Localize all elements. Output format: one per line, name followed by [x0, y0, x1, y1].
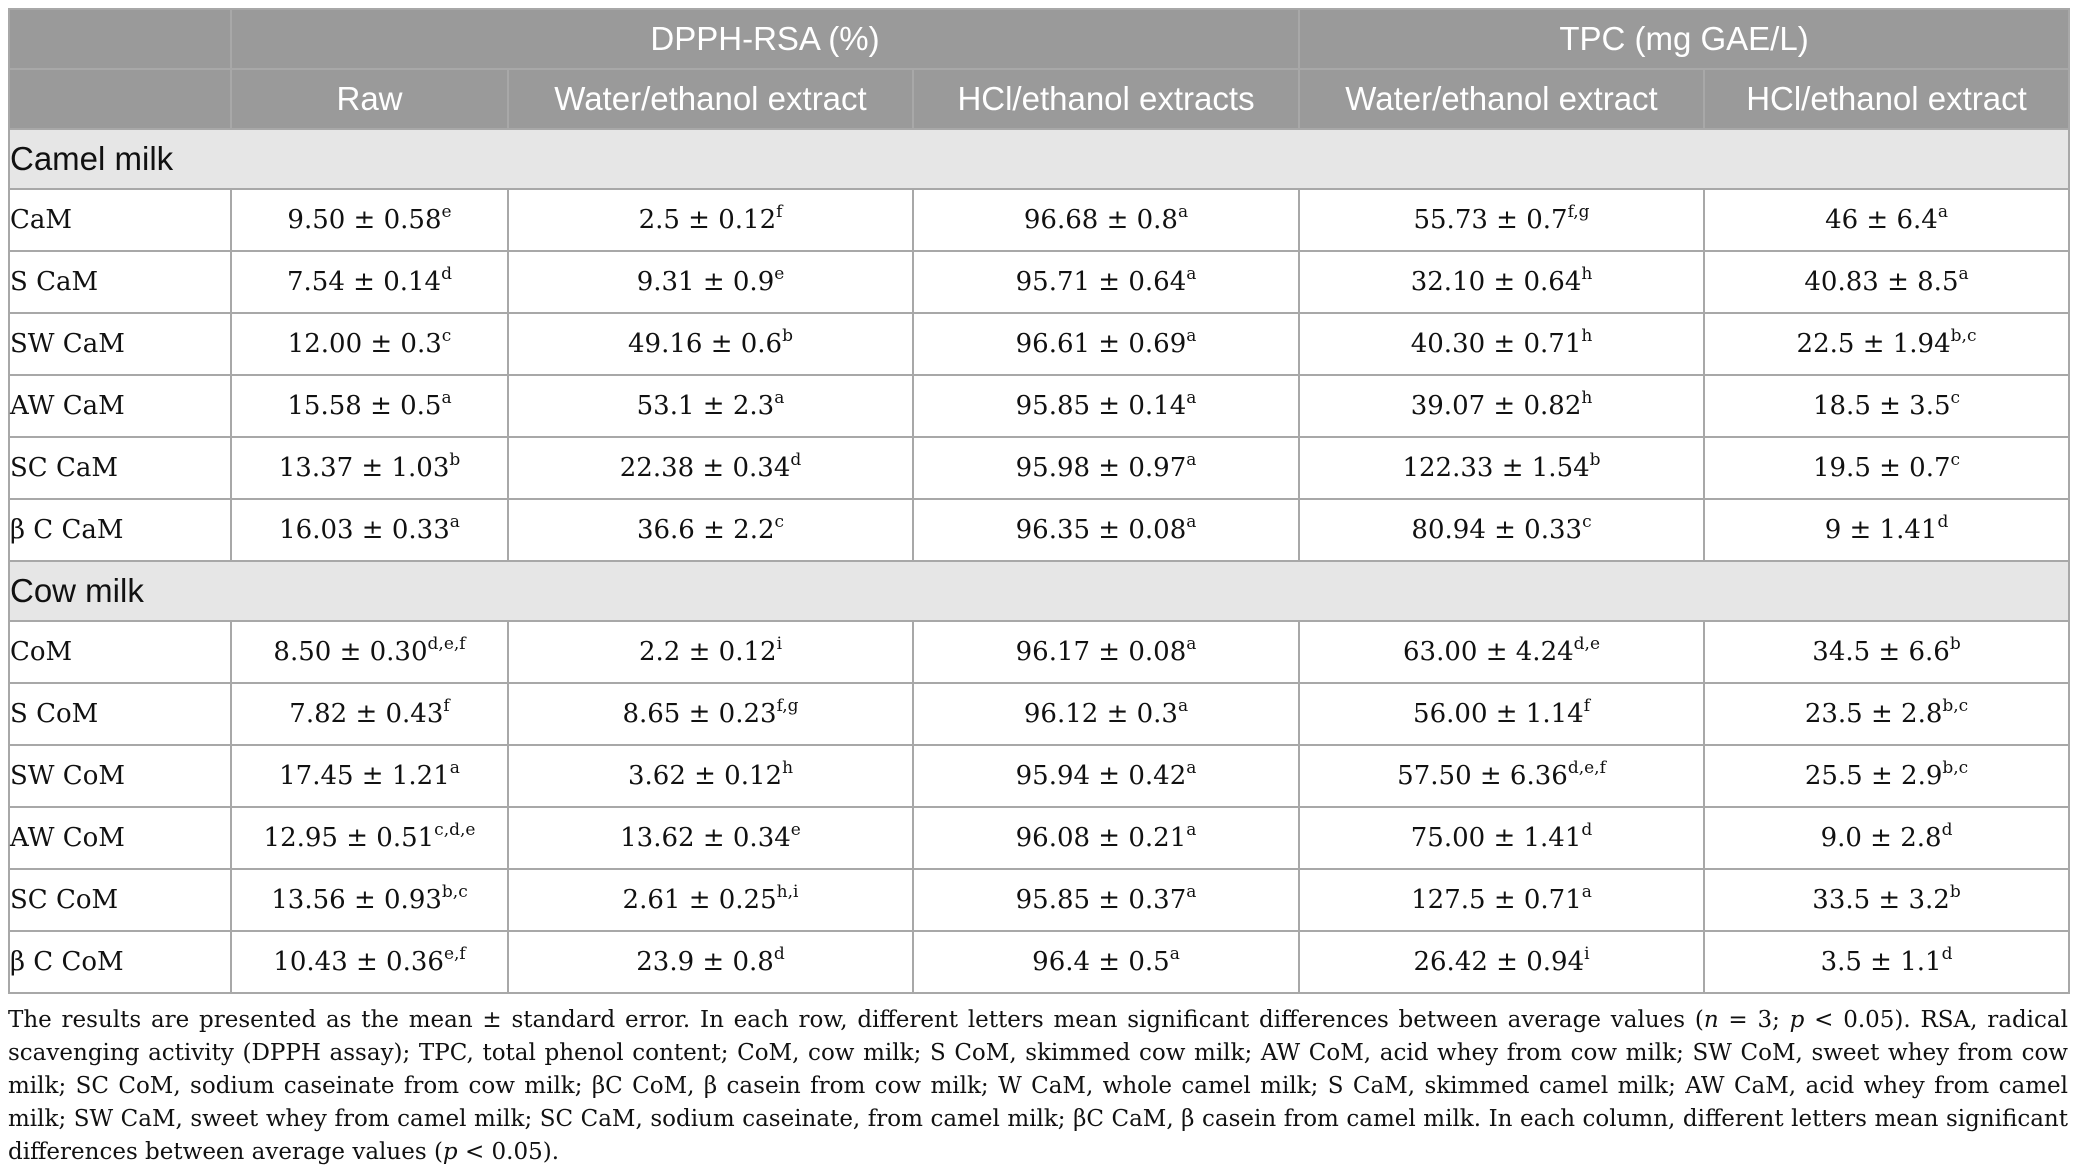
- cell-tpc-water-ethanol: [1299, 745, 1704, 807]
- cell-dpph-water-ethanol: [508, 869, 913, 931]
- significance-letters: d,e,f: [427, 634, 466, 654]
- cell-value: 75.00 ± 1.41: [1410, 823, 1582, 853]
- cell-raw: [231, 745, 508, 807]
- column-header-row: [9, 69, 2069, 129]
- cell-tpc-hcl-ethanol: [1704, 931, 2069, 993]
- cell-value: 2.5 ± 0.12: [638, 205, 777, 235]
- cell-value: 2.2 ± 0.12: [639, 637, 777, 667]
- cell-tpc-water-ethanol: [1299, 375, 1704, 437]
- cell-tpc-hcl-ethanol: [1704, 869, 2069, 931]
- significance-letters: h,i: [776, 882, 799, 902]
- significance-letters: a: [1177, 202, 1189, 222]
- table-footnote: [8, 1004, 2068, 1169]
- column-header-tpc-hcl-ethanol: HCl/ethanol extract: [1704, 69, 2069, 129]
- significance-letters: d: [1941, 820, 1953, 840]
- cell-value: 17.45 ± 1.21: [279, 761, 450, 791]
- row-label: AW CaM: [9, 375, 231, 437]
- cell-value: 16.03 ± 0.33: [279, 515, 450, 545]
- table-row: [9, 807, 2069, 869]
- cell-value: 96.35 ± 0.08: [1015, 515, 1187, 545]
- cell-tpc-water-ethanol: [1299, 189, 1704, 251]
- significance-letters: h: [1581, 388, 1593, 408]
- cell-value: 55.73 ± 0.7: [1413, 205, 1568, 235]
- table-row: [9, 745, 2069, 807]
- cell-value: 40.83 ± 8.5: [1804, 267, 1959, 297]
- cell-dpph-hcl-ethanol: [913, 375, 1299, 437]
- significance-letters: a: [1186, 820, 1197, 840]
- significance-letters: h: [1581, 326, 1593, 346]
- column-header-dpph-hcl-ethanol: HCl/ethanol extracts: [913, 69, 1299, 129]
- cell-value: 80.94 ± 0.33: [1411, 515, 1583, 545]
- cell-dpph-hcl-ethanol: [913, 869, 1299, 931]
- results-table: [8, 8, 2070, 994]
- cell-dpph-water-ethanol: [508, 745, 913, 807]
- significance-letters: d,e,f: [1567, 758, 1606, 778]
- significance-letters: d,e: [1573, 634, 1601, 654]
- table-row: [9, 621, 2069, 683]
- significance-letters: a: [1186, 326, 1197, 346]
- cell-tpc-hcl-ethanol: [1704, 807, 2069, 869]
- row-label: β C CaM: [9, 499, 231, 561]
- cell-value: 25.5 ± 2.9: [1804, 761, 1943, 791]
- significance-letters: a: [1186, 758, 1197, 778]
- significance-letters: e: [790, 820, 801, 840]
- cell-tpc-hcl-ethanol: [1704, 621, 2069, 683]
- row-label: SW CoM: [9, 745, 231, 807]
- row-label: β C CoM: [9, 931, 231, 993]
- cell-tpc-hcl-ethanol: [1704, 375, 2069, 437]
- cell-dpph-hcl-ethanol: [913, 437, 1299, 499]
- cell-raw: [231, 499, 508, 561]
- significance-letters: a: [1169, 944, 1180, 964]
- significance-letters: a: [774, 388, 785, 408]
- significance-letters: b: [1589, 450, 1601, 470]
- cell-value: 3.5 ± 1.1: [1820, 947, 1942, 977]
- table-container: [8, 8, 2068, 1169]
- cell-value: 7.54 ± 0.14: [287, 267, 442, 297]
- table-row: [9, 251, 2069, 313]
- cell-value: 10.43 ± 0.36: [273, 947, 444, 977]
- row-label: S CoM: [9, 683, 231, 745]
- cell-value: 95.71 ± 0.64: [1015, 267, 1187, 297]
- cell-value: 9.31 ± 0.9: [636, 267, 775, 297]
- cell-value: 9 ± 1.41: [1824, 515, 1938, 545]
- cell-value: 22.5 ± 1.94: [1796, 329, 1951, 359]
- row-label: AW CoM: [9, 807, 231, 869]
- significance-letters: a: [1186, 634, 1197, 654]
- section-row: [9, 129, 2069, 189]
- significance-letters: a: [1186, 450, 1197, 470]
- cell-dpph-water-ethanol: [508, 621, 913, 683]
- cell-tpc-hcl-ethanol: [1704, 251, 2069, 313]
- table-row: [9, 437, 2069, 499]
- significance-letters: c: [1950, 388, 1961, 408]
- cell-dpph-hcl-ethanol: [913, 499, 1299, 561]
- significance-letters: a: [1186, 264, 1197, 284]
- section-title: Camel milk: [9, 129, 2069, 189]
- cell-value: 127.5 ± 0.71: [1411, 885, 1582, 915]
- significance-letters: c: [1950, 450, 1961, 470]
- footnote-n-variable: n: [1703, 1007, 1719, 1033]
- significance-letters: f,g: [1567, 202, 1590, 222]
- significance-letters: d: [773, 944, 785, 964]
- footnote-p-variable: p: [1789, 1007, 1805, 1033]
- cell-dpph-hcl-ethanol: [913, 807, 1299, 869]
- cell-value: 19.5 ± 0.7: [1812, 453, 1951, 483]
- cell-raw: [231, 251, 508, 313]
- row-label: SC CoM: [9, 869, 231, 931]
- table-row: [9, 189, 2069, 251]
- footnote-text-4: < 0.05).: [457, 1139, 560, 1165]
- cell-tpc-water-ethanol: [1299, 251, 1704, 313]
- table-row: [9, 931, 2069, 993]
- cell-value: 34.5 ± 6.6: [1812, 637, 1950, 667]
- column-header-dpph-water-ethanol: Water/ethanol extract: [508, 69, 913, 129]
- cell-dpph-hcl-ethanol: [913, 189, 1299, 251]
- significance-letters: d: [1941, 944, 1953, 964]
- cell-value: 9.0 ± 2.8: [1820, 823, 1942, 853]
- cell-dpph-hcl-ethanol: [913, 621, 1299, 683]
- cell-tpc-water-ethanol: [1299, 313, 1704, 375]
- significance-letters: c: [441, 326, 452, 346]
- cell-dpph-water-ethanol: [508, 807, 913, 869]
- significance-letters: a: [1177, 696, 1189, 716]
- row-label: S CaM: [9, 251, 231, 313]
- footnote-text-2: = 3;: [1718, 1007, 1790, 1033]
- cell-raw: [231, 807, 508, 869]
- significance-letters: a: [449, 512, 460, 532]
- significance-letters: d: [790, 450, 802, 470]
- table-row: [9, 869, 2069, 931]
- significance-letters: c,d,e: [434, 820, 476, 840]
- cell-value: 23.9 ± 0.8: [636, 947, 774, 977]
- cell-raw: [231, 869, 508, 931]
- significance-letters: c: [1582, 512, 1592, 532]
- significance-letters: d: [441, 264, 452, 284]
- significance-letters: c: [774, 512, 785, 532]
- cell-value: 57.50 ± 6.36: [1397, 761, 1568, 791]
- cell-value: 96.61 ± 0.69: [1015, 329, 1187, 359]
- significance-letters: a: [1937, 202, 1948, 222]
- significance-letters: b,c: [1950, 326, 1977, 346]
- cell-value: 7.82 ± 0.43: [289, 699, 444, 729]
- footnote-text-1: The results are presented as the mean ± standard error. In each row, different letters mean significant differences between average values (: [8, 1007, 1704, 1033]
- cell-raw: [231, 189, 508, 251]
- cell-tpc-hcl-ethanol: [1704, 437, 2069, 499]
- table-row: [9, 375, 2069, 437]
- cell-tpc-water-ethanol: [1299, 437, 1704, 499]
- significance-letters: b,c: [441, 882, 468, 902]
- section-title: Cow milk: [9, 561, 2069, 621]
- cell-value: 15.58 ± 0.5: [287, 391, 442, 421]
- cell-value: 12.95 ± 0.51: [263, 823, 435, 853]
- significance-letters: i: [1584, 944, 1590, 964]
- table-row: [9, 499, 2069, 561]
- cell-tpc-water-ethanol: [1299, 869, 1704, 931]
- cell-value: 9.50 ± 0.58: [287, 205, 442, 235]
- cell-tpc-water-ethanol: [1299, 807, 1704, 869]
- significance-letters: b: [1949, 634, 1961, 654]
- significance-letters: b,c: [1942, 696, 1969, 716]
- footnote-text-3: < 0.05). RSA, radical scavenging activity (DPPH assay); TPC, total phenol content; CoM, cow milk; S CoM, skimmed cow milk; AW CoM, acid whey from cow milk; SW CoM, sweet whey from cow milk; SC CoM, sodium caseinate from cow milk; βC CoM, β casein from cow milk; W CaM, whole camel milk; S CaM, skimmed camel milk; AW CaM, acid whey from camel milk; SW CaM, sweet whey from camel milk; SC CaM, sodium caseinate, from camel milk; βC CaM, β casein from camel milk. In each column, different letters mean significant differences between average values (: [8, 1007, 2068, 1165]
- cell-value: 32.10 ± 0.64: [1410, 267, 1582, 297]
- cell-value: 39.07 ± 0.82: [1410, 391, 1582, 421]
- significance-letters: b: [1949, 882, 1961, 902]
- significance-letters: h: [1581, 264, 1593, 284]
- cell-raw: [231, 931, 508, 993]
- cell-value: 36.6 ± 2.2: [636, 515, 775, 545]
- significance-letters: b: [782, 326, 793, 346]
- cell-value: 13.37 ± 1.03: [278, 453, 450, 483]
- significance-letters: f: [776, 202, 783, 222]
- cell-value: 96.12 ± 0.3: [1023, 699, 1178, 729]
- cell-value: 122.33 ± 1.54: [1402, 453, 1590, 483]
- cell-dpph-water-ethanol: [508, 251, 913, 313]
- table-body: [9, 129, 2069, 993]
- significance-letters: f: [443, 696, 450, 716]
- significance-letters: h: [782, 758, 794, 778]
- row-label: SW CaM: [9, 313, 231, 375]
- header-corner-2: [9, 69, 231, 129]
- cell-value: 40.30 ± 0.71: [1410, 329, 1582, 359]
- significance-letters: d: [1581, 820, 1593, 840]
- cell-tpc-hcl-ethanol: [1704, 313, 2069, 375]
- cell-raw: [231, 313, 508, 375]
- cell-dpph-water-ethanol: [508, 437, 913, 499]
- significance-letters: a: [1581, 882, 1592, 902]
- cell-tpc-water-ethanol: [1299, 499, 1704, 561]
- table-row: [9, 683, 2069, 745]
- cell-value: 95.94 ± 0.42: [1015, 761, 1187, 791]
- cell-value: 53.1 ± 2.3: [636, 391, 775, 421]
- significance-letters: b,c: [1942, 758, 1969, 778]
- cell-value: 49.16 ± 0.6: [628, 329, 783, 359]
- significance-letters: a: [1186, 512, 1197, 532]
- cell-value: 12.00 ± 0.3: [287, 329, 442, 359]
- significance-letters: e,f: [443, 944, 466, 964]
- section-row: [9, 561, 2069, 621]
- column-header-tpc-water-ethanol: Water/ethanol extract: [1299, 69, 1704, 129]
- cell-dpph-hcl-ethanol: [913, 931, 1299, 993]
- cell-tpc-hcl-ethanol: [1704, 683, 2069, 745]
- significance-letters: a: [1958, 264, 1969, 284]
- cell-value: 96.17 ± 0.08: [1015, 637, 1187, 667]
- cell-dpph-water-ethanol: [508, 683, 913, 745]
- cell-value: 22.38 ± 0.34: [619, 453, 791, 483]
- cell-dpph-hcl-ethanol: [913, 251, 1299, 313]
- row-label: CoM: [9, 621, 231, 683]
- significance-letters: a: [441, 388, 452, 408]
- cell-value: 18.5 ± 3.5: [1812, 391, 1951, 421]
- cell-dpph-water-ethanol: [508, 499, 913, 561]
- header-corner: [9, 9, 231, 69]
- significance-letters: f: [1583, 696, 1590, 716]
- cell-tpc-water-ethanol: [1299, 621, 1704, 683]
- cell-value: 13.56 ± 0.93: [271, 885, 442, 915]
- significance-letters: f,g: [776, 696, 799, 716]
- cell-value: 95.85 ± 0.37: [1015, 885, 1187, 915]
- cell-tpc-water-ethanol: [1299, 931, 1704, 993]
- cell-value: 8.65 ± 0.23: [622, 699, 777, 729]
- cell-raw: [231, 683, 508, 745]
- cell-tpc-hcl-ethanol: [1704, 745, 2069, 807]
- significance-letters: a: [449, 758, 460, 778]
- cell-value: 8.50 ± 0.30: [273, 637, 428, 667]
- cell-raw: [231, 437, 508, 499]
- cell-value: 33.5 ± 3.2: [1812, 885, 1950, 915]
- cell-dpph-water-ethanol: [508, 189, 913, 251]
- cell-dpph-hcl-ethanol: [913, 745, 1299, 807]
- cell-tpc-water-ethanol: [1299, 683, 1704, 745]
- cell-value: 63.00 ± 4.24: [1403, 637, 1574, 667]
- cell-tpc-hcl-ethanol: [1704, 499, 2069, 561]
- cell-raw: [231, 621, 508, 683]
- significance-letters: e: [441, 202, 452, 222]
- significance-letters: d: [1937, 512, 1949, 532]
- cell-dpph-hcl-ethanol: [913, 683, 1299, 745]
- column-header-raw: Raw: [231, 69, 508, 129]
- cell-dpph-hcl-ethanol: [913, 313, 1299, 375]
- footnote-p-variable-2: p: [442, 1139, 458, 1165]
- cell-raw: [231, 375, 508, 437]
- group-header-row: [9, 9, 2069, 69]
- cell-value: 3.62 ± 0.12: [627, 761, 783, 791]
- group-header-tpc: TPC (mg GAE/L): [1299, 9, 2069, 69]
- significance-letters: a: [1186, 388, 1197, 408]
- cell-value: 96.68 ± 0.8: [1023, 205, 1178, 235]
- cell-value: 56.00 ± 1.14: [1413, 699, 1584, 729]
- cell-dpph-water-ethanol: [508, 313, 913, 375]
- cell-value: 96.08 ± 0.21: [1015, 823, 1187, 853]
- row-label: SC CaM: [9, 437, 231, 499]
- cell-value: 26.42 ± 0.94: [1413, 947, 1585, 977]
- cell-dpph-water-ethanol: [508, 375, 913, 437]
- table-row: [9, 313, 2069, 375]
- cell-value: 96.4 ± 0.5: [1032, 947, 1170, 977]
- significance-letters: e: [774, 264, 785, 284]
- significance-letters: i: [776, 634, 782, 654]
- cell-value: 95.98 ± 0.97: [1015, 453, 1187, 483]
- cell-value: 2.61 ± 0.25: [622, 885, 777, 915]
- cell-value: 95.85 ± 0.14: [1015, 391, 1187, 421]
- cell-value: 13.62 ± 0.34: [620, 823, 791, 853]
- significance-letters: a: [1186, 882, 1197, 902]
- cell-dpph-water-ethanol: [508, 931, 913, 993]
- group-header-dpph: DPPH-RSA (%): [231, 9, 1299, 69]
- cell-value: 23.5 ± 2.8: [1804, 699, 1943, 729]
- significance-letters: b: [449, 450, 461, 470]
- cell-value: 46 ± 6.4: [1825, 205, 1938, 235]
- cell-tpc-hcl-ethanol: [1704, 189, 2069, 251]
- row-label: CaM: [9, 189, 231, 251]
